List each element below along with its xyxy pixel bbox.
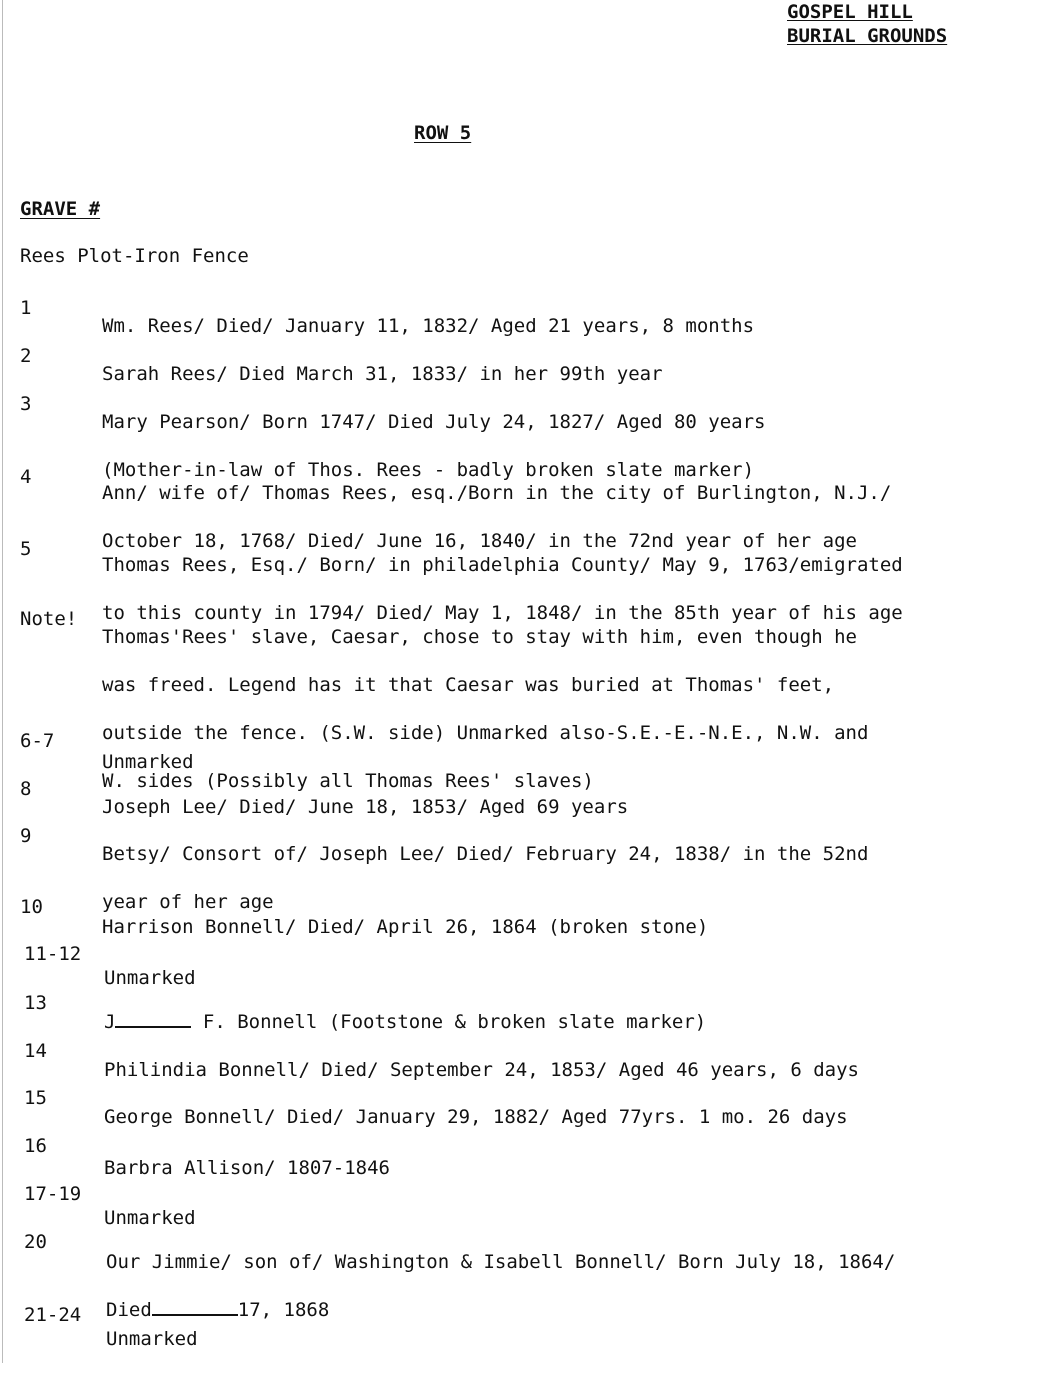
inscription-line: Unmarked [104,1207,196,1229]
grave-number: 10 [20,896,43,918]
inscription-line: Barbra Allison/ 1807-1846 [104,1157,390,1179]
grave-number: 5 [20,538,32,560]
grave-number: 16 [24,1135,47,1157]
plot-label: Rees Plot-Iron Fence [20,245,249,267]
grave-number: 2 [20,345,32,367]
inscription-line: to this county in 1794/ Died/ May 1, 1848/ in the 85th year of his age [102,602,903,624]
title-line-1: GOSPEL HILL [787,1,913,23]
grave-number: 15 [24,1087,47,1109]
document-title [787,0,947,48]
grave-number: 9 [20,825,32,847]
inscription-line: Unmarked [106,1328,198,1350]
grave-number: 21-24 [24,1304,82,1326]
inscription-date: 17, 1868 [237,1299,330,1321]
page-edge-line [2,0,3,1363]
grave-number: 14 [24,1040,47,1062]
title-line-2: BURIAL GROUNDS [787,25,948,47]
inscription-line: Betsy/ Consort of/ Joseph Lee/ Died/ February 24, 1838/ in the 52nd [102,843,869,865]
grave-inscription [106,1303,986,1375]
inscription-line: Unmarked [104,967,196,989]
note-label: Note! [20,608,78,630]
row-heading: ROW 5 [414,122,472,144]
note-line: was freed. Legend has it that Caesar was buried at Thomas' feet, [102,674,835,696]
inscription-rest: F. Bonnell (Footstone & broken slate marker) [191,1011,707,1033]
inscription-line [104,1010,984,1034]
inscription-line: October 18, 1768/ Died/ June 16, 1840/ in the 72nd year of her age [102,530,857,552]
inscription-line: Ann/ wife of/ Thomas Rees, esq./Born in the city of Burlington, N.J./ [102,482,892,504]
illegible-blank [115,1010,191,1028]
grave-number: 11-12 [24,943,82,965]
inscription-line: Philindia Bonnell/ Died/ September 24, 1853/ Aged 46 years, 6 days [104,1059,859,1081]
inscription-line: Thomas Rees, Esq./ Born/ in philadelphia County/ May 9, 1763/emigrated [102,554,903,576]
inscription-line: Mary Pearson/ Born 1747/ Died July 24, 1827/ Aged 80 years [102,411,766,433]
inscription-line: Our Jimmie/ son of/ Washington & Isabell Bonnell/ Born July 18, 1864/ [106,1251,896,1273]
grave-number: 1 [20,297,32,319]
grave-number: 4 [20,466,32,488]
inscription-died: Died [106,1299,152,1321]
grave-number: 20 [24,1231,47,1253]
inscription-line: George Bonnell/ Died/ January 29, 1882/ Aged 77yrs. 1 mo. 26 days [104,1106,848,1128]
grave-number: 17-19 [24,1183,82,1205]
note-line: outside the fence. (S.W. side) Unmarked also-S.E.-E.-N.E., N.W. and [102,722,869,744]
note-line: Thomas'Rees' slave, Caesar, chose to stay with him, even though he [102,626,857,648]
inscription-line: (Mother-in-law of Thos. Rees - badly broken slate marker) [102,459,755,481]
note-line: W. sides (Possibly all Thomas Rees' slaves) [102,770,594,792]
inscription-line: Wm. Rees/ Died/ January 11, 1832/ Aged 21 years, 8 months [102,315,755,337]
inscription-line: Sarah Rees/ Died March 31, 1833/ in her 99th year [102,363,663,385]
grave-number: 3 [20,393,32,415]
inscription-line: year of her age [102,891,274,913]
grave-number: 8 [20,778,32,800]
inscription-line: Unmarked [102,751,194,773]
inscription-line: Joseph Lee/ Died/ June 18, 1853/ Aged 69 years [102,796,629,818]
inscription-initial: J [104,1011,116,1033]
inscription-line: Harrison Bonnell/ Died/ April 26, 1864 (broken stone) [102,916,709,938]
grave-number: 13 [24,992,47,1014]
grave-number-heading: GRAVE # [20,198,101,220]
grave-number: 6-7 [20,730,55,752]
